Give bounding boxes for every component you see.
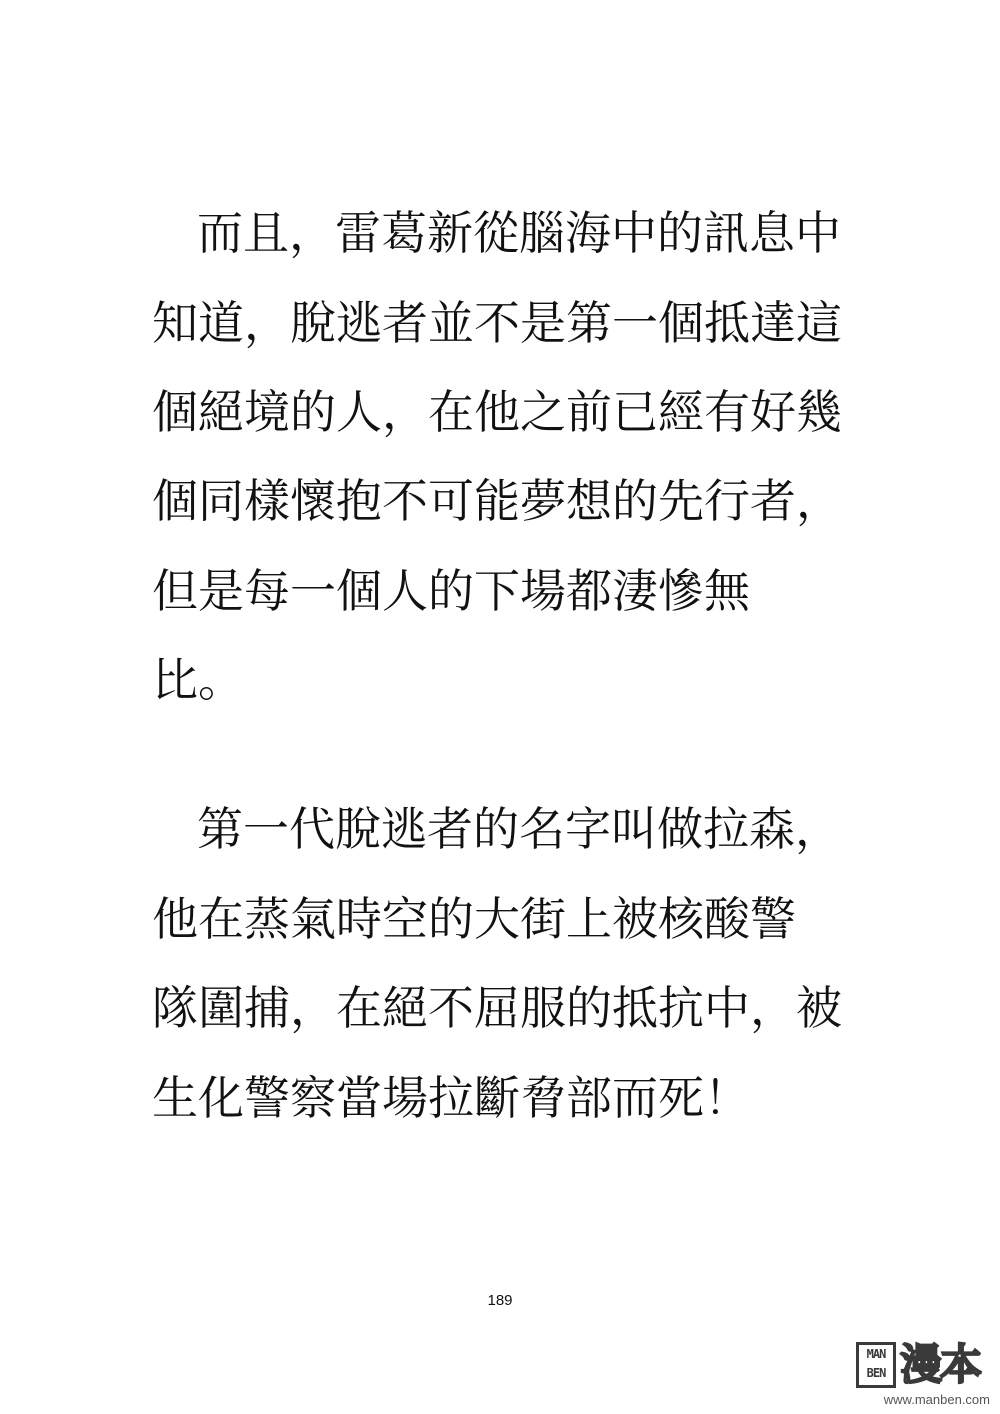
- text-line: 第一代脫逃者的名字叫做拉森，: [197, 802, 841, 856]
- text-line: 他在蒸氣時空的大街上被核酸警: [152, 892, 796, 946]
- text-line: 而且，雷葛新從腦海中的訊息中: [197, 206, 841, 260]
- watermark-box-bottom: BEN: [866, 1366, 886, 1380]
- page-number: 189: [487, 1292, 513, 1309]
- text-line: 個同樣懷抱不可能夢想的先行者，: [152, 474, 842, 528]
- text-line: 個絕境的人，在他之前已經有好幾: [152, 385, 842, 439]
- watermark-logo: [856, 1338, 990, 1408]
- watermark-url: www.manben.com: [883, 1392, 990, 1407]
- text-line: 比。: [152, 653, 244, 707]
- text-line: 隊圍捕，在絕不屈服的抵抗中，被: [152, 981, 842, 1035]
- text-line: 但是每一個人的下場都淒慘無: [152, 564, 750, 618]
- watermark-box-icon: [856, 1342, 896, 1388]
- text-line: 生化警察當場拉斷脅部而死！: [152, 1071, 750, 1125]
- text-line: 知道，脫逃者並不是第一個抵達這: [152, 296, 842, 350]
- watermark-box-top: MAN: [866, 1347, 886, 1361]
- watermark-text: 漫本: [900, 1340, 981, 1389]
